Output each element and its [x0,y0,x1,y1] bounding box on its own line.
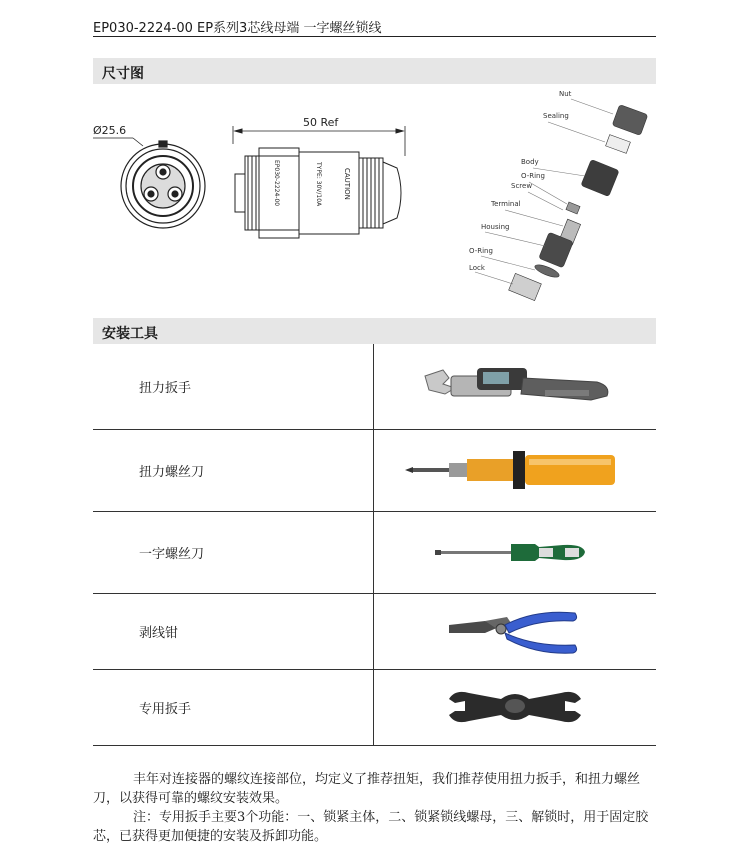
dimension-drawing-area [93,86,656,318]
tool-name-cell [93,429,374,511]
tool-name-cell [93,511,374,593]
label-body: Body [521,158,539,166]
label-terminal: Terminal [491,200,521,208]
front-view-drawing [93,124,205,228]
tool-name-cell [93,344,374,429]
table-row [93,669,656,745]
section-dimensions [93,58,656,84]
label-lock: Lock [469,264,485,272]
table-row [93,344,656,429]
part-lock [509,273,542,300]
tool-image-cell [374,593,657,669]
section-title-tools: 安装工具 [102,326,158,342]
tool-name: 扭力扳手 [139,380,192,396]
label-sealing: Sealing [543,112,569,120]
tool-image-cell [374,429,657,511]
document-header [93,14,656,37]
section-title-dimensions: 尺寸图 [102,66,144,82]
torque-screwdriver-icon [405,445,625,495]
side-label-type: TYPE: 30V/10A [315,162,322,207]
label-oring-1: O-Ring [521,172,545,180]
label-screw: Screw [511,182,533,190]
label-housing: Housing [481,223,510,231]
tool-name-cell [93,593,374,669]
note-paragraph-2 [93,808,656,846]
label-nut: Nut [559,90,572,98]
tool-name: 一字螺丝刀 [139,546,205,562]
part-sealing [606,135,631,154]
tools-table [93,344,656,746]
side-label-part-number: EP030-2224-00 [273,160,280,207]
part-nut [612,105,648,136]
note-text-2: 注：专用扳手主要3个功能：一、锁紧主体，二、锁紧锁线螺母，三、解锁时，用于固定胶芯，已获得更加便捷的安装及拆卸功能。 [93,810,649,844]
tool-image-cell [374,511,657,593]
tool-name: 扭力螺丝刀 [139,464,205,480]
length-label: 50 Ref [303,116,339,129]
diameter-label: Ø25.6 [93,124,127,137]
tool-image-cell [374,669,657,745]
dimension-drawing [93,86,656,318]
flat-screwdriver-icon [435,535,595,569]
torque-wrench-icon [415,356,615,416]
wire-stripper-icon [445,603,585,659]
table-row [93,511,656,593]
side-view-drawing [233,116,405,238]
label-oring-2: O-Ring [469,247,493,255]
table-row [93,593,656,669]
part-body [581,159,619,196]
tool-name-cell [93,669,374,745]
document-title: EP030-2224-00 EP系列3芯线母端 一字螺丝锁线 [93,21,382,36]
tool-image-cell [374,344,657,429]
table-row [93,429,656,511]
special-spanner-icon [445,685,585,729]
section-tools [93,318,656,344]
part-screw [566,202,580,214]
side-label-caution: CAUTION [343,168,351,200]
tool-name: 专用扳手 [139,701,192,717]
note-paragraph-1 [93,770,656,808]
tool-name: 剥线钳 [139,625,179,641]
note-text-1: 丰年对连接器的螺纹连接部位，均定义了推荐扭矩，我们推荐使用扭力扳手，和扭力螺丝刀，以获得可靠的螺纹安装效果。 [93,772,641,806]
